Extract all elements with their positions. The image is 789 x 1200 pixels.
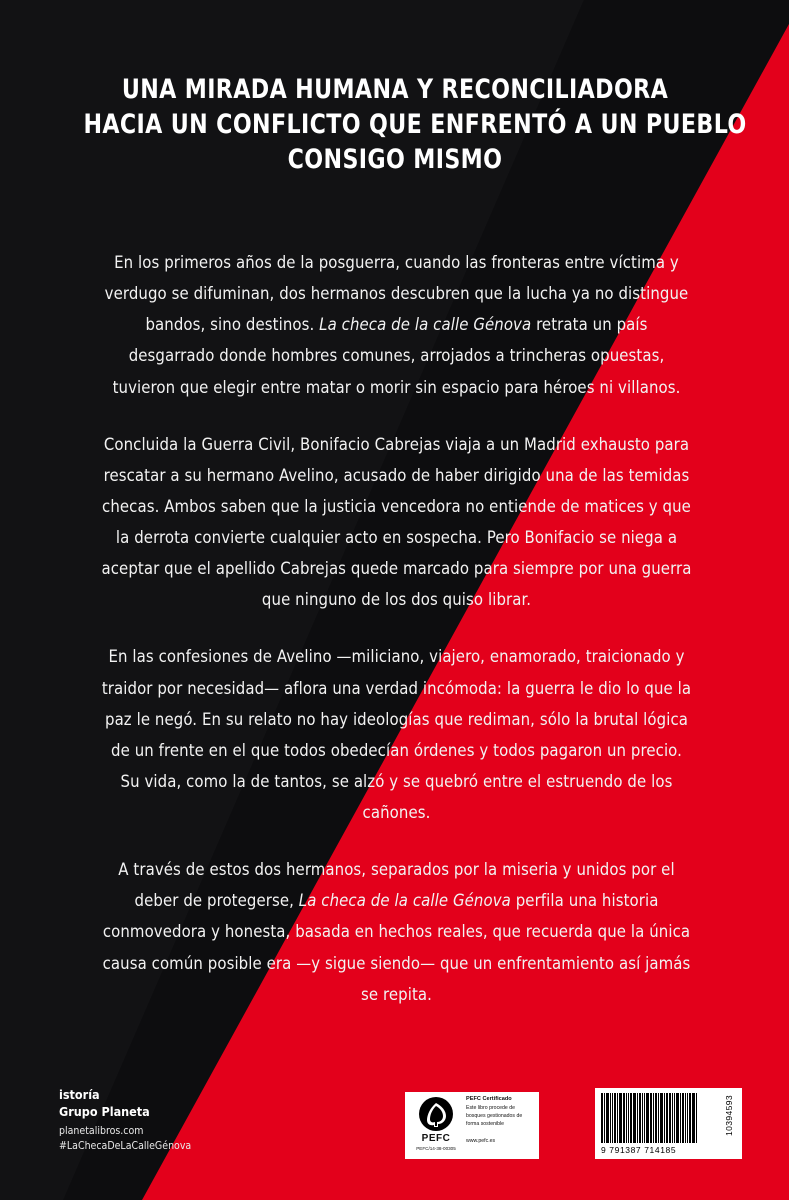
imprint-website: planetalibros.com: [59, 1125, 144, 1138]
book-title-italic-2: La checa de la calle Génova: [298, 891, 511, 912]
blurb-p4-part-a: A través de estos dos hermanos, separados por la miseria y unidos por el deber de protegerse,: [118, 860, 675, 912]
barcode-main: [601, 1093, 721, 1156]
isbn-barcode: [595, 1088, 742, 1159]
publisher-imprint: [59, 1086, 191, 1153]
blurb-text: [88, 248, 705, 1011]
pefc-tree-icon: [415, 1096, 457, 1132]
pefc-logo-area: [410, 1096, 462, 1155]
isbn-number: 9 791387 714185: [601, 1145, 677, 1155]
headline-line-2: HACIA UN CONFLICTO QUE ENFRENTÓ A UN PUEBLO: [83, 109, 747, 141]
barcode-side-code: 10394593: [723, 1095, 734, 1137]
imprint-hashtag: #LaChecaDeLaCalleGénova: [59, 1139, 192, 1152]
barcode-side-code-area: [721, 1093, 736, 1156]
blurb-paragraph-1: [100, 248, 692, 404]
blurb-p1-part-b: retrata un país desgarrado donde hombres comunes, arrojados a trincheras opuestas, tuvieron que elegir entre matar o morir sin espacio para héroes ni villanos.: [112, 315, 681, 398]
headline-line-1: UNA MIRADA HUMANA Y RECONCILIADORA: [121, 74, 669, 105]
imprint-group-name: Grupo Planeta: [59, 1104, 150, 1120]
cover-headline: [83, 72, 747, 178]
blurb-paragraph-4: [100, 855, 692, 1011]
pefc-wordmark: PEFC: [421, 1133, 451, 1144]
imprint-brand-name: istoría: [59, 1087, 100, 1103]
blurb-paragraph-3: En las confesiones de Avelino —miliciano, viajero, enamorado, traicionado y traidor por necesidad— aflora una verdad incómoda: la guerra le dio lo que la paz le negó. En su relato no hay ideologías que rediman, sólo la brutal lógica de un frente en el que todos obedecían órdenes y todos pagaron un precio. Su vida, como la de tantos, se alzó y se quebró entre el estruendo de los cañones.: [101, 647, 692, 823]
pefc-certification-badge: [405, 1092, 539, 1159]
pefc-title: PEFC Certificado: [466, 1096, 512, 1102]
pefc-text-area: [462, 1096, 534, 1155]
headline-line-3: CONSIGO MISMO: [287, 144, 503, 176]
blurb-p1-part-a: En los primeros años de la posguerra, cuando las fronteras entre víctima y verdugo se difuminan, dos hermanos descubren que la lucha ya no distingue bandos, sino destinos.: [104, 253, 689, 336]
barcode-bars: [601, 1093, 721, 1143]
blurb-p4-part-b: perfila una historia conmovedora y honesta, basada en hechos reales, que recuerda que la única causa común posible era —y sigue siendo— que un enfrentamiento así jamás se repita.: [102, 891, 691, 1005]
pefc-url: www.pefc.es: [466, 1138, 496, 1145]
pefc-code: PEFC/14-38-00305: [416, 1146, 456, 1151]
pefc-description: Este libro procede de bosques gestionados de forma sostenible: [466, 1105, 523, 1127]
blurb-paragraph-2: Concluida la Guerra Civil, Bonifacio Cabrejas viaja a un Madrid exhausto para rescatar a su hermano Avelino, acusado de haber dirigido una de las temidas checas. Ambos saben que la justicia vencedora no entiende de matices y que la derrota convierte cualquier acto en sospecha. Pero Bonifacio se niega a aceptar que el apellido Cabrejas quede marcado para siempre por una guerra que ninguno de los dos quiso librar.: [101, 434, 692, 611]
book-title-italic-1: La checa de la calle Génova: [319, 315, 532, 336]
